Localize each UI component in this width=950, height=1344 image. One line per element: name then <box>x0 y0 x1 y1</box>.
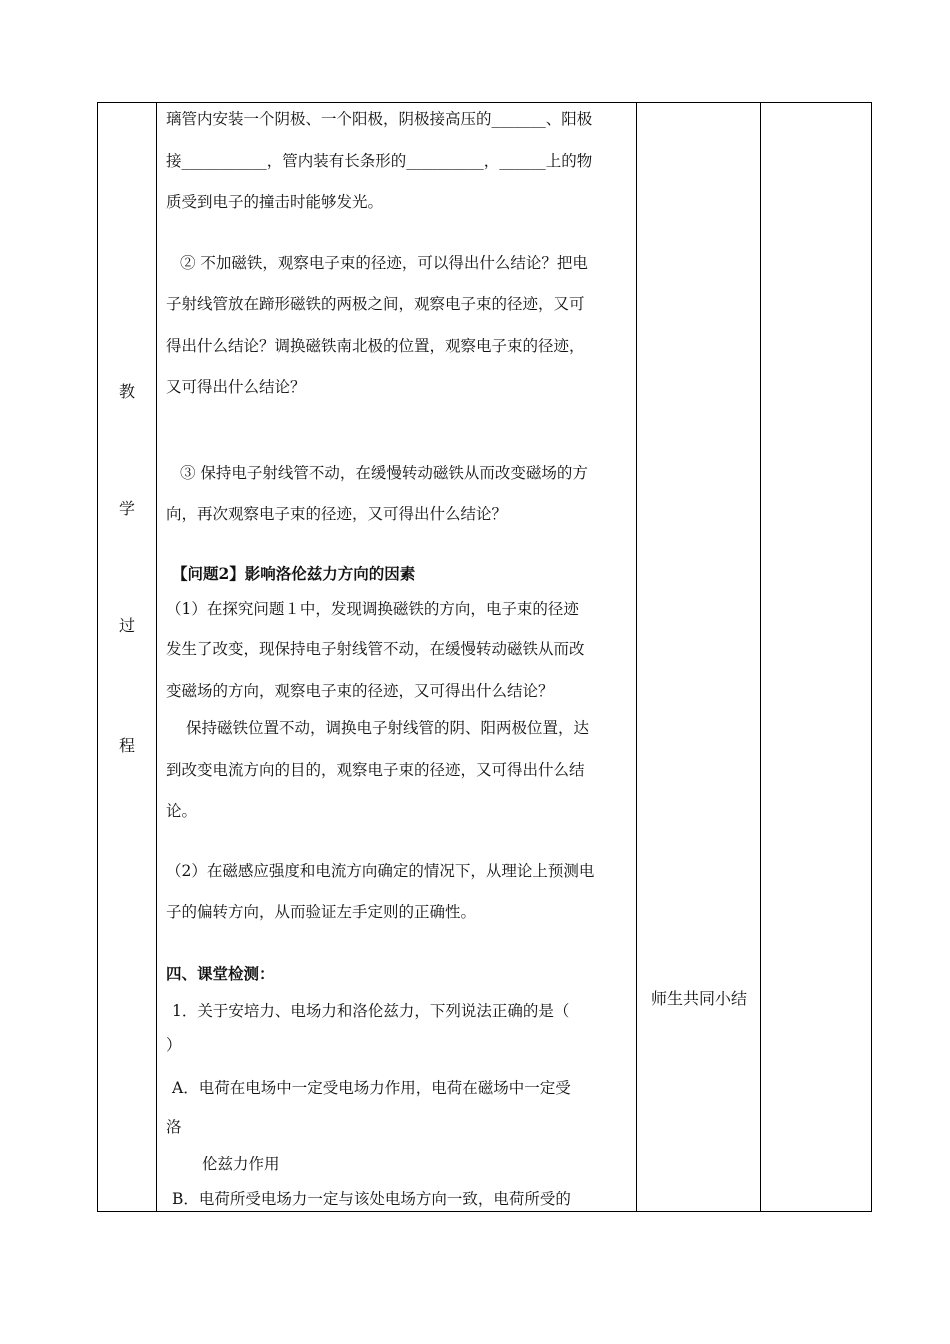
section-heading: 【问题2】影响洛伦兹力方向的因素 <box>172 564 416 583</box>
text-line: 子射线管放在蹄形磁铁的两极之间，观察电子束的径迹，又可 <box>166 295 585 313</box>
question-line: 1．关于安培力、电场力和洛伦兹力，下列说法正确的是（ <box>172 1002 570 1020</box>
text-line: ② 不加磁铁，观察电子束的径迹，可以得出什么结论？把电 <box>180 254 588 272</box>
text-line: 论。 <box>166 802 198 820</box>
side-label-char: 学 <box>118 499 135 518</box>
text-line: 到改变电流方向的目的，观察电子束的径迹，又可得出什么结 <box>166 761 585 779</box>
option-line: B．电荷所受电场力一定与该处电场方向一致，电荷所受的 <box>172 1190 571 1208</box>
text-line: 变磁场的方向，观察电子束的径迹，又可得出什么结论？ <box>166 682 554 700</box>
text-line: 璃管内安装一个阴极、一个阳极，阴极接高压的_______、阳极 <box>166 110 593 128</box>
text-line: 质受到电子的撞击时能够发光。 <box>166 193 384 211</box>
text-line: （1）在探究问题１中，发现调换磁铁的方向，电子束的径迹 <box>166 600 579 618</box>
section-heading: 四、课堂检测： <box>166 964 275 983</box>
option-line: A．电荷在电场中一定受电场力作用，电荷在磁场中一定受 <box>172 1079 571 1097</box>
text-line: （2）在磁感应强度和电流方向确定的情况下，从理论上预测电 <box>166 862 595 880</box>
column-divider <box>636 103 637 1211</box>
text-line: 接___________，管内装有长条形的__________，______上的物 <box>166 152 593 170</box>
side-label-char: 过 <box>118 616 135 635</box>
text-line: ③ 保持电子射线管不动，在缓慢转动磁铁从而改变磁场的方 <box>180 464 588 482</box>
side-label-char: 教 <box>118 382 135 401</box>
option-line: 伦兹力作用 <box>202 1155 280 1173</box>
text-line: 子的偏转方向，从而验证左手定则的正确性。 <box>166 903 477 921</box>
column-divider <box>156 103 157 1211</box>
column-divider <box>760 103 761 1211</box>
side-label-char: 程 <box>118 736 135 755</box>
text-line: 保持磁铁位置不动，调换电子射线管的阴、阳两极位置，达 <box>186 719 590 737</box>
text-line: 得出什么结论？调换磁铁南北极的位置，观察电子束的径迹， <box>166 337 585 355</box>
option-line: 洛 <box>166 1118 182 1136</box>
question-line: ） <box>166 1036 182 1054</box>
teacher-student-summary: 师生共同小结 <box>650 989 747 1008</box>
text-line: 又可得出什么结论？ <box>166 378 306 396</box>
text-line: 发生了改变，现保持电子射线管不动，在缓慢转动磁铁从而改 <box>166 640 585 658</box>
lesson-table <box>97 102 872 1212</box>
text-line: 向，再次观察电子束的径迹，又可得出什么结论？ <box>166 505 508 523</box>
